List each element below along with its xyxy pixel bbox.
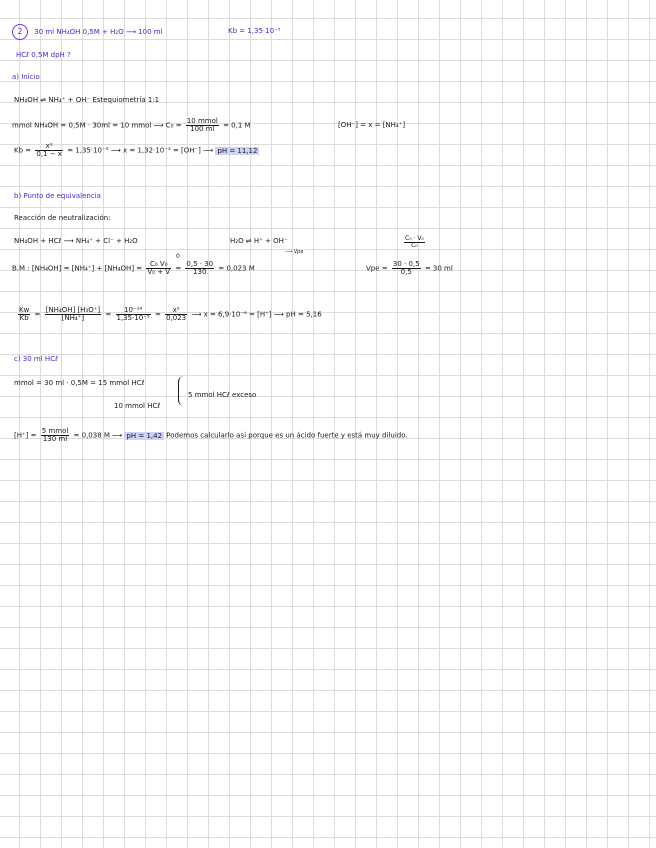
c-excess: 5 mmol HCℓ exceso xyxy=(188,391,257,399)
c-ph-result: pH = 1,42 xyxy=(126,431,163,440)
b-kw-fraction-3 xyxy=(116,307,151,322)
c-h-num: 5 mmol xyxy=(41,427,69,435)
b-bm-text: B.M : [NH₄OH] = [NH₄⁺] + [NH₄OH] xyxy=(12,264,135,273)
a-kb-line xyxy=(14,143,259,158)
b-mass-balance: B.M : [NH₄OH] = [NH₄⁺] + [NH₄OH] = $\frac{\text{C₀ V₀}}{\text{V₀ + V}}$ = $\frac{0,5 \cdot 30}{130}$ = 0,023 M xyxy=(12,260,255,276)
b-kw-f2-num: [NH₄OH] [H₃O⁺] xyxy=(45,306,101,314)
b-vpe-small xyxy=(402,236,427,249)
a-kb-label: Kb = xyxy=(14,146,32,155)
b-vpe-arrow: Vpe xyxy=(293,249,304,255)
b-vpe-den: 0,5 xyxy=(400,268,412,276)
b-kw-f4-den: 0,023 xyxy=(166,314,187,322)
a-mmol-result: = 0,1 M xyxy=(223,121,251,130)
a-kb-text: = 1,35·10⁻⁵ ⟶ x = 1,32·10⁻³ = [OH⁻] ⟶ xyxy=(67,146,214,155)
a-ph-result: pH = 11,12 xyxy=(217,146,258,155)
problem-header xyxy=(12,24,163,40)
section-a-title: a) Inicio xyxy=(12,73,40,81)
c-h-fraction xyxy=(41,428,70,443)
b-kw-fraction-2 xyxy=(45,307,102,322)
a-mmol-den: 100 ml xyxy=(190,125,215,133)
b-kw-f3-num: 10⁻¹⁴ xyxy=(116,307,151,315)
c-mmol-line: mmol = 30 ml · 0,5M = 15 mmol HCℓ xyxy=(14,379,145,387)
b-bm-f1-num: C₀ V₀ xyxy=(146,261,171,269)
a-mmol-line xyxy=(12,118,251,133)
b-subtitle: Reacción de neutralización: xyxy=(14,214,111,222)
a-kb-num: x² xyxy=(35,143,63,151)
b-kw-f4-num: x² xyxy=(165,307,187,315)
b-reaction: NH₄OH + HCℓ ⟶ NH₄⁺ + Cl⁻ + H₂O xyxy=(14,237,138,245)
c-h-den: 130 ml xyxy=(42,435,68,443)
problem-number: 2 xyxy=(12,24,28,40)
c-mmol-subtract: 10 mmol HCℓ xyxy=(114,402,161,410)
b-vpe-result: = 30 ml xyxy=(424,264,453,273)
c-note: Podemos calcularlo así porque es un ácido fuerte y está muy diluido. xyxy=(166,431,408,440)
b-kw-f2-den: [NH₄⁺] xyxy=(61,314,85,322)
section-b-title: b) Punto de equivalencia xyxy=(14,192,101,200)
b-bm-fraction-2 xyxy=(185,261,214,276)
a-dissociation: NH₄OH ⇌ NH₄⁺ + OH⁻ Estequiometría 1:1 xyxy=(14,96,160,104)
b-kw-fraction-4 xyxy=(165,307,187,322)
b-vpe-small-den: C₀ xyxy=(411,242,418,249)
c-brace xyxy=(178,376,185,406)
b-bm-f2-den: 130 xyxy=(193,268,207,276)
b-water-eq: H₂O ⇌ H⁺ + OH⁻ xyxy=(230,237,288,245)
b-vpe-small-num: C₀ · V₀ xyxy=(405,235,424,242)
b-kw-result: ⟶ x = 6,9·10⁻⁶ = [H⁺] ⟶ pH = 5,16 xyxy=(191,310,322,319)
a-mmol-num: 10 mmol xyxy=(186,117,218,125)
b-bm-f1-den: V₀ + V xyxy=(147,268,171,276)
b-kw-f3-den: 1,35·10⁻⁵ xyxy=(116,314,150,322)
c-h-text: = 0,038 M ⟶ xyxy=(73,431,123,440)
b-bm-f2-num: 0,5 · 30 xyxy=(186,260,214,268)
b-kw-line: $\frac{Kw}{Kb}$ = $\frac{\text{[NH₄OH] [H₃O⁺]}}{\text{[NH₄⁺]}}$ = $\frac{\text{10⁻¹⁴}}{\text{1,35·10⁻⁵}}$ = $\frac{\text{x²}}{0,023}$ ⟶ x = 6,9·10⁻⁶ = [H⁺] ⟶ pH = 5,16 xyxy=(19,306,322,322)
b-vpe-arrow-label: ⟶ Vpe xyxy=(285,249,304,255)
c-h-line xyxy=(14,428,408,443)
b-kw-fraction-1 xyxy=(18,307,30,322)
a-mmol-fraction xyxy=(186,118,219,133)
b-kw-f1-num: Kw xyxy=(19,306,30,314)
b-zero-mark: 0 xyxy=(176,253,180,260)
a-kb-fraction xyxy=(35,143,63,158)
a-oh-equality: [OH⁻] = x = [NH₄⁺] xyxy=(338,121,406,129)
b-vpe-num: 30 · 0,5 xyxy=(392,260,420,268)
b-vpe-line xyxy=(366,261,453,276)
problem-statement: 30 ml NH₄OH 0,5M + H₂O ⟶ 100 ml xyxy=(34,28,163,36)
b-vpe-fraction xyxy=(392,261,421,276)
question: HCℓ 0,5M dpH ? xyxy=(16,51,71,59)
b-kw-f1-den: Kb xyxy=(19,314,29,322)
b-vpe-small-fraction xyxy=(404,236,425,249)
b-vpe-label: Vpe = xyxy=(366,264,388,273)
c-h-label: [H⁺] = xyxy=(14,431,37,440)
a-mmol-text: mmol NH₄OH = 0,5M · 30ml = 10 mmol ⟶ C₀ = xyxy=(12,121,182,130)
b-bm-fraction-1 xyxy=(146,261,171,276)
section-c-title: c) 30 ml HCℓ xyxy=(14,355,58,363)
kb-value: Kb = 1,35·10⁻⁵ xyxy=(228,27,281,35)
b-bm-result: = 0,023 M xyxy=(218,264,255,273)
a-kb-den: 0,1 − x xyxy=(36,150,62,158)
